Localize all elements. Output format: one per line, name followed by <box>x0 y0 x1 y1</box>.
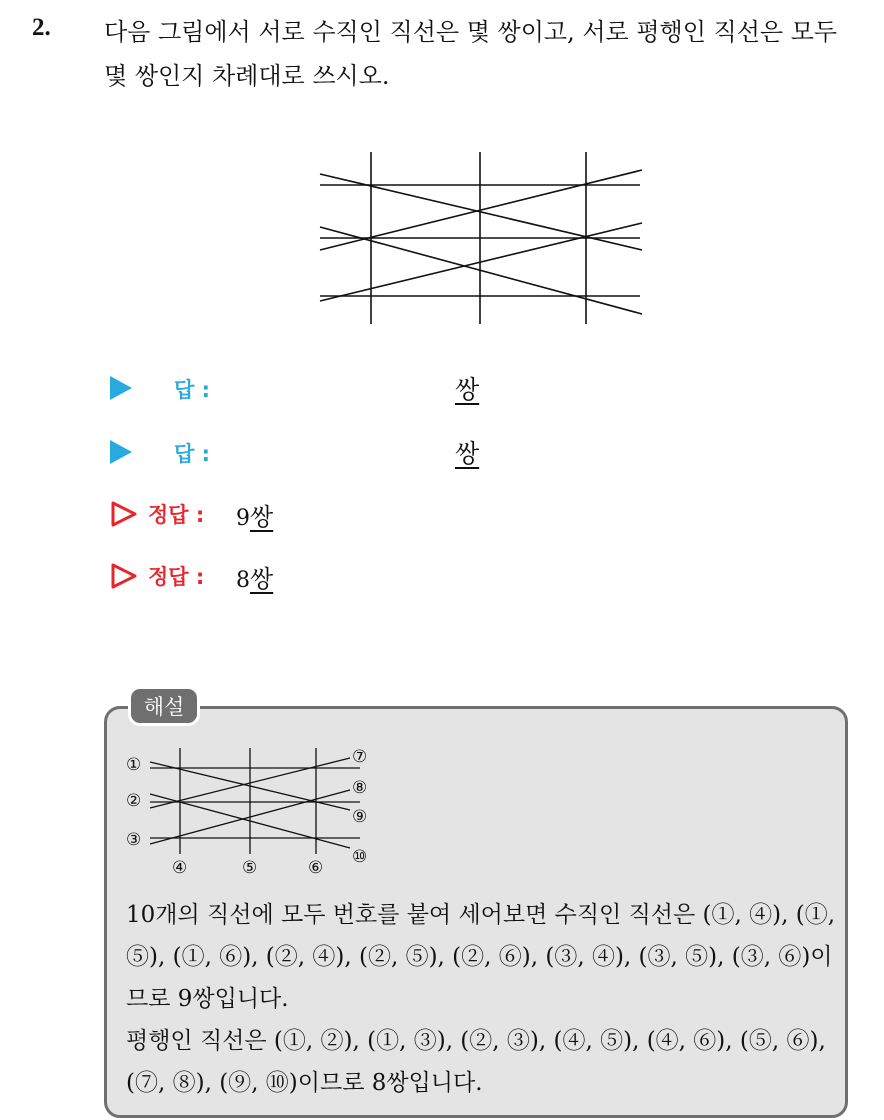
question-figure <box>316 148 648 328</box>
diagonal-line <box>320 223 642 301</box>
figure-label-9: ⑨ <box>352 807 368 827</box>
answer-row-1 <box>110 368 530 408</box>
solution-marker-icon <box>110 562 138 590</box>
explanation-paragraph-1: 10개의 직선에 모두 번호를 붙여 세어보면 수직인 직선은 (①, ④), (①, ⑤), (①, ⑥), (②, ④), (②, ⑤), (②, ⑥), (③, ④), (③, ⑤), (③, ⑥)이므로 9쌍입니다. <box>126 902 836 1012</box>
explanation-figure <box>124 744 380 878</box>
figure-label-5: ⑤ <box>242 858 258 878</box>
figure-label-3: ③ <box>126 830 142 850</box>
solution-label: 정답 : <box>148 565 205 589</box>
solution-marker-icon <box>110 500 138 528</box>
solution-label: 정답 : <box>148 503 205 527</box>
answer-row-2 <box>110 432 530 472</box>
answer-label: 답 : <box>174 442 210 466</box>
solution-row-2 <box>110 556 410 596</box>
answer-unit: 쌍 <box>455 375 480 404</box>
explanation-text <box>126 894 838 1104</box>
answer-marker-icon <box>110 376 132 400</box>
question-text: 다음 그림에서 서로 수직인 직선은 몇 쌍이고, 서로 평행인 직선은 모두 몇 쌍인지 차례대로 쓰시오. <box>104 18 838 90</box>
explanation-paragraph-2: 평행인 직선은 (①, ②), (①, ③), (②, ③), (④, ⑤), (④, ⑥), (⑤, ⑥), (⑦, ⑧), (⑨, ⑩)이므로 8쌍입니다. <box>126 1028 826 1096</box>
solution-row-1 <box>110 494 410 534</box>
figure-label-8: ⑧ <box>352 778 368 798</box>
question-number: 2. <box>32 14 51 41</box>
diagonal-line <box>320 227 642 314</box>
figure-label-2: ② <box>126 791 142 811</box>
solution-value: 9쌍 <box>236 503 274 531</box>
solution-value: 8쌍 <box>236 565 274 593</box>
answer-label: 답 : <box>174 378 210 402</box>
explanation-tab: 해설 <box>128 686 200 726</box>
answer-marker-icon <box>110 440 132 464</box>
figure-label-1: ① <box>126 755 142 775</box>
figure-label-7: ⑦ <box>352 747 368 767</box>
answer-unit: 쌍 <box>455 439 480 468</box>
figure-label-10: ⑩ <box>352 847 368 867</box>
figure-label-6: ⑥ <box>308 858 324 878</box>
figure-label-4: ④ <box>172 858 188 878</box>
